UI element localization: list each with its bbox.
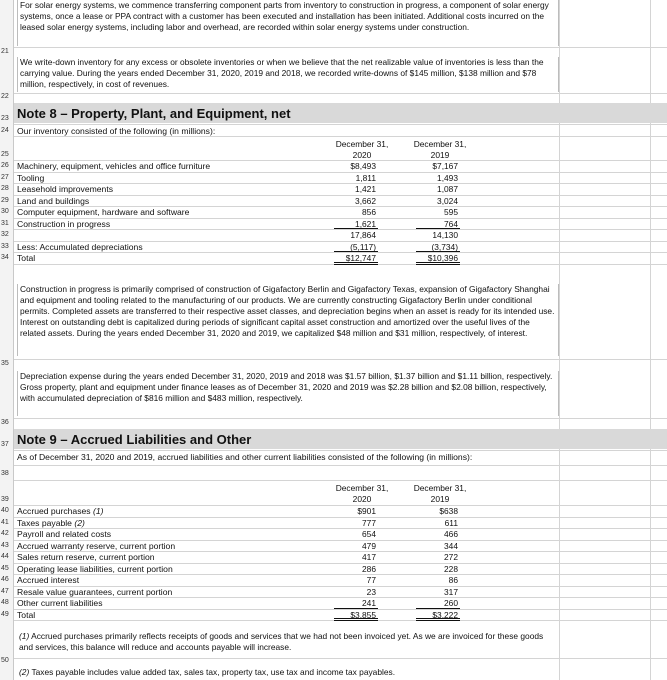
- row-number: 48: [1, 599, 9, 606]
- row-number: 30: [1, 208, 9, 215]
- row-number: 47: [1, 587, 9, 595]
- row-number: 38: [1, 470, 9, 477]
- table-cell-2020: $3,855: [350, 609, 376, 620]
- table-cell-2019: 260: [444, 598, 458, 608]
- row-number: 28: [1, 185, 9, 192]
- table-cell-2020: 417: [362, 552, 376, 562]
- table-row-label: Operating lease liabilities, current portion: [17, 563, 173, 574]
- table-row-label: Taxes payable (2): [17, 517, 85, 528]
- table-cell-2020: 3,662: [355, 195, 376, 206]
- note8-title: Note 8 – Property, Plant, and Equipment, net: [17, 106, 291, 121]
- row-number: 35: [1, 360, 9, 367]
- paragraph-depreciation: Depreciation expense during the years ended December 31, 2020, 2019 and 2018 was $1.57 billion, $1.37 billion and $1.11 billion, respectively. Gross property, plant and equipment under finance leases as of December 31, 2020 and 2019 was $2.28 billion and $2.08 billion, respectively, with accumulated depreciation of $816 million and $483 million, respectively.: [17, 371, 559, 416]
- double-underline: [334, 262, 378, 265]
- grid-row-line: [14, 450, 667, 451]
- row-number: 29: [1, 196, 9, 204]
- row-number: 44: [1, 553, 9, 560]
- note9-col-2019: [408, 483, 472, 505]
- table-row-label: Accrued warranty reserve, current portion: [17, 540, 176, 551]
- row-number: 37: [1, 441, 9, 448]
- row-number: 40: [1, 507, 9, 514]
- double-underline: [416, 262, 460, 265]
- table-cell-2020: 17,864: [350, 230, 376, 240]
- table-cell-2020: 777: [362, 517, 376, 528]
- col-header-line: 2020: [352, 150, 372, 160]
- col-header-line: 2020: [352, 494, 372, 504]
- underline: [334, 251, 378, 252]
- grid-row-line: [14, 136, 667, 137]
- col-header-line: December 31,: [335, 483, 389, 493]
- row-number: 43: [1, 541, 9, 549]
- row-number: 21: [1, 48, 9, 55]
- note9-title: Note 9 – Accrued Liabilities and Other: [17, 432, 252, 447]
- table-cell-2019: 595: [444, 207, 458, 217]
- table-cell-2019: 86: [448, 575, 458, 585]
- grid-row-line: [14, 47, 667, 48]
- paragraph-solar-inventory: For solar energy systems, we commence transferring component parts from inventory to construction in progress, a component of solar energy systems, once a lease or PPA contract with a customer has been executed and installation has been initiated. Additional costs incurred on the leased solar energy systems, including labor and overhead, are recorded within solar energy systems under construction.: [17, 0, 559, 46]
- table-cell-2020: (5,117): [350, 241, 376, 252]
- table-cell-2020: 654: [362, 529, 376, 539]
- row-number: 36: [1, 419, 9, 426]
- grid-row-line: [14, 418, 667, 419]
- table-cell-2019: $3,222: [432, 609, 458, 620]
- footnote-marker: (2): [71, 517, 85, 528]
- note8-col-2019: [408, 139, 472, 161]
- grid-row-line: [14, 359, 667, 360]
- table-cell-2019: 466: [444, 529, 458, 539]
- row-number: 26: [1, 162, 9, 169]
- underline: [416, 251, 460, 252]
- table-cell-2019: (3,734): [431, 241, 458, 252]
- row-number: 39: [1, 496, 9, 503]
- row-number: 49: [1, 610, 9, 618]
- underline: [334, 228, 378, 229]
- row-number: 45: [1, 564, 9, 572]
- table-row-label: Machinery, equipment, vehicles and office furniture: [17, 161, 211, 171]
- underline: [416, 608, 460, 609]
- footnote-1: [17, 631, 559, 656]
- col-header-line: December 31,: [413, 139, 467, 149]
- table-cell-2019: 3,024: [437, 195, 458, 206]
- footnote-marker: (1): [90, 506, 104, 516]
- table-cell-2019: 611: [444, 517, 458, 528]
- table-cell-2020: 1,621: [355, 218, 376, 229]
- grid-column-line: [650, 0, 651, 680]
- table-cell-2020: $901: [357, 506, 376, 516]
- row-number: 34: [1, 254, 9, 261]
- grid-row-line: [14, 480, 667, 481]
- table-row-label: Accrued purchases (1): [17, 506, 104, 516]
- row-number: 32: [1, 231, 9, 238]
- row-number: 50: [1, 657, 9, 664]
- underline: [334, 608, 378, 609]
- table-row-label: Sales return reserve, current portion: [17, 552, 155, 562]
- row-number: 31: [1, 219, 9, 227]
- table-cell-2020: 479: [362, 540, 376, 551]
- table-row-label: Resale value guarantees, current portion: [17, 586, 173, 597]
- table-cell-2019: $638: [439, 506, 458, 516]
- row-number: 24: [1, 127, 9, 134]
- footnote-2-mark: (2): [19, 667, 30, 677]
- underline: [416, 228, 460, 229]
- grid-row-line: [14, 465, 667, 466]
- table-row-label: Other current liabilities: [17, 598, 103, 608]
- table-cell-2019: 1,493: [437, 172, 458, 183]
- table-cell-2019: 228: [444, 563, 458, 574]
- double-underline: [416, 618, 460, 621]
- footnote-1-mark: (1): [19, 631, 30, 641]
- table-cell-2019: 14,130: [432, 230, 458, 240]
- grid-row-line: [14, 93, 667, 94]
- table-cell-2019: 317: [444, 586, 458, 597]
- row-number: 33: [1, 242, 9, 250]
- paragraph-write-down: We write-down inventory for any excess or obsolete inventories or when we believe that the net realizable value of inventories is less than the carrying value. During the years ended December 31, 2020, 2019 and 2018, we recorded write-downs of $145 million, $138 million and $78 million, respectively, in cost of revenues.: [17, 57, 559, 92]
- table-cell-2020: 286: [362, 563, 376, 574]
- row-number: 25: [1, 151, 9, 158]
- table-cell-2019: $7,167: [432, 161, 458, 171]
- table-cell-2019: 272: [444, 552, 458, 562]
- table-cell-2020: 856: [362, 207, 376, 217]
- note9-intro: As of December 31, 2020 and 2019, accrued liabilities and other current liabilities consisted of the following (in millions):: [17, 452, 473, 462]
- paragraph-construction-in-progress: Construction in progress is primarily comprised of construction of Gigafactory Berlin and Gigafactory Texas, expansion of Gigafactory Shanghai and equipment and tooling related to the manufacturing of our products. We are currently constructing Gigafactory Berlin under conditional permits. Completed assets are transferred to their respective asset classes, and depreciation begins when an asset is ready for its intended use. Interest on outstanding debt is capitalized during periods of significant capital asset construction and amortized over the useful lives of the related assets. During the years ended December 31, 2020 and 2019, we capitalized $48 million and $31 million, respectively, of interest.: [17, 284, 559, 356]
- row-number: 22: [1, 93, 9, 100]
- table-cell-2020: 77: [366, 575, 376, 585]
- table-row-label: Leasehold improvements: [17, 184, 114, 194]
- table-cell-2020: 241: [362, 598, 376, 608]
- row-number: 42: [1, 530, 9, 537]
- table-row-label: Accrued interest: [17, 575, 80, 585]
- table-cell-2020: $8,493: [350, 161, 376, 171]
- table-row-label: Tooling: [17, 172, 45, 183]
- row-number: 46: [1, 576, 9, 583]
- footnote-2-text: Taxes payable includes value added tax, sales tax, property tax, use tax and income tax payables.: [31, 667, 396, 677]
- footnote-2: [17, 667, 559, 679]
- grid-row-line: [14, 124, 667, 125]
- double-underline: [334, 618, 378, 621]
- table-cell-2019: 1,087: [437, 184, 458, 194]
- table-row-label: Total: [17, 609, 36, 620]
- col-header-line: December 31,: [335, 139, 389, 149]
- note9-col-2020: [330, 483, 394, 505]
- table-row-label: Construction in progress: [17, 218, 111, 229]
- col-header-line: December 31,: [413, 483, 467, 493]
- note8-intro: Our inventory consisted of the following (in millions):: [17, 126, 216, 136]
- table-cell-2020: 1,811: [355, 172, 376, 183]
- table-row-label: Land and buildings: [17, 195, 90, 206]
- note8-col-2020: [330, 139, 394, 161]
- table-row-label: Computer equipment, hardware and software: [17, 207, 190, 217]
- table-row-label: Less: Accumulated depreciations: [17, 241, 143, 252]
- table-cell-2019: $10,396: [427, 253, 458, 263]
- grid-row-line: [14, 658, 667, 659]
- col-header-line: 2019: [430, 494, 450, 504]
- table-cell-2019: 344: [444, 540, 458, 551]
- table-cell-2019: 764: [444, 218, 458, 229]
- footnote-1-text: Accrued purchases primarily reflects receipts of goods and services that we had not been invoiced yet. As we are invoiced for these goods and services, this balance will reduce and accounts payable will increase.: [19, 631, 544, 652]
- col-header-line: 2019: [430, 150, 450, 160]
- grid-column-line: [559, 0, 560, 680]
- table-cell-2020: $12,747: [345, 253, 376, 263]
- table-row-label: Total: [17, 253, 36, 263]
- row-number: 41: [1, 518, 9, 526]
- table-cell-2020: 1,421: [355, 184, 376, 194]
- row-number: 23: [1, 115, 9, 122]
- row-number: 27: [1, 173, 9, 181]
- table-cell-2020: 23: [366, 586, 376, 597]
- table-row-label: Payroll and related costs: [17, 529, 112, 539]
